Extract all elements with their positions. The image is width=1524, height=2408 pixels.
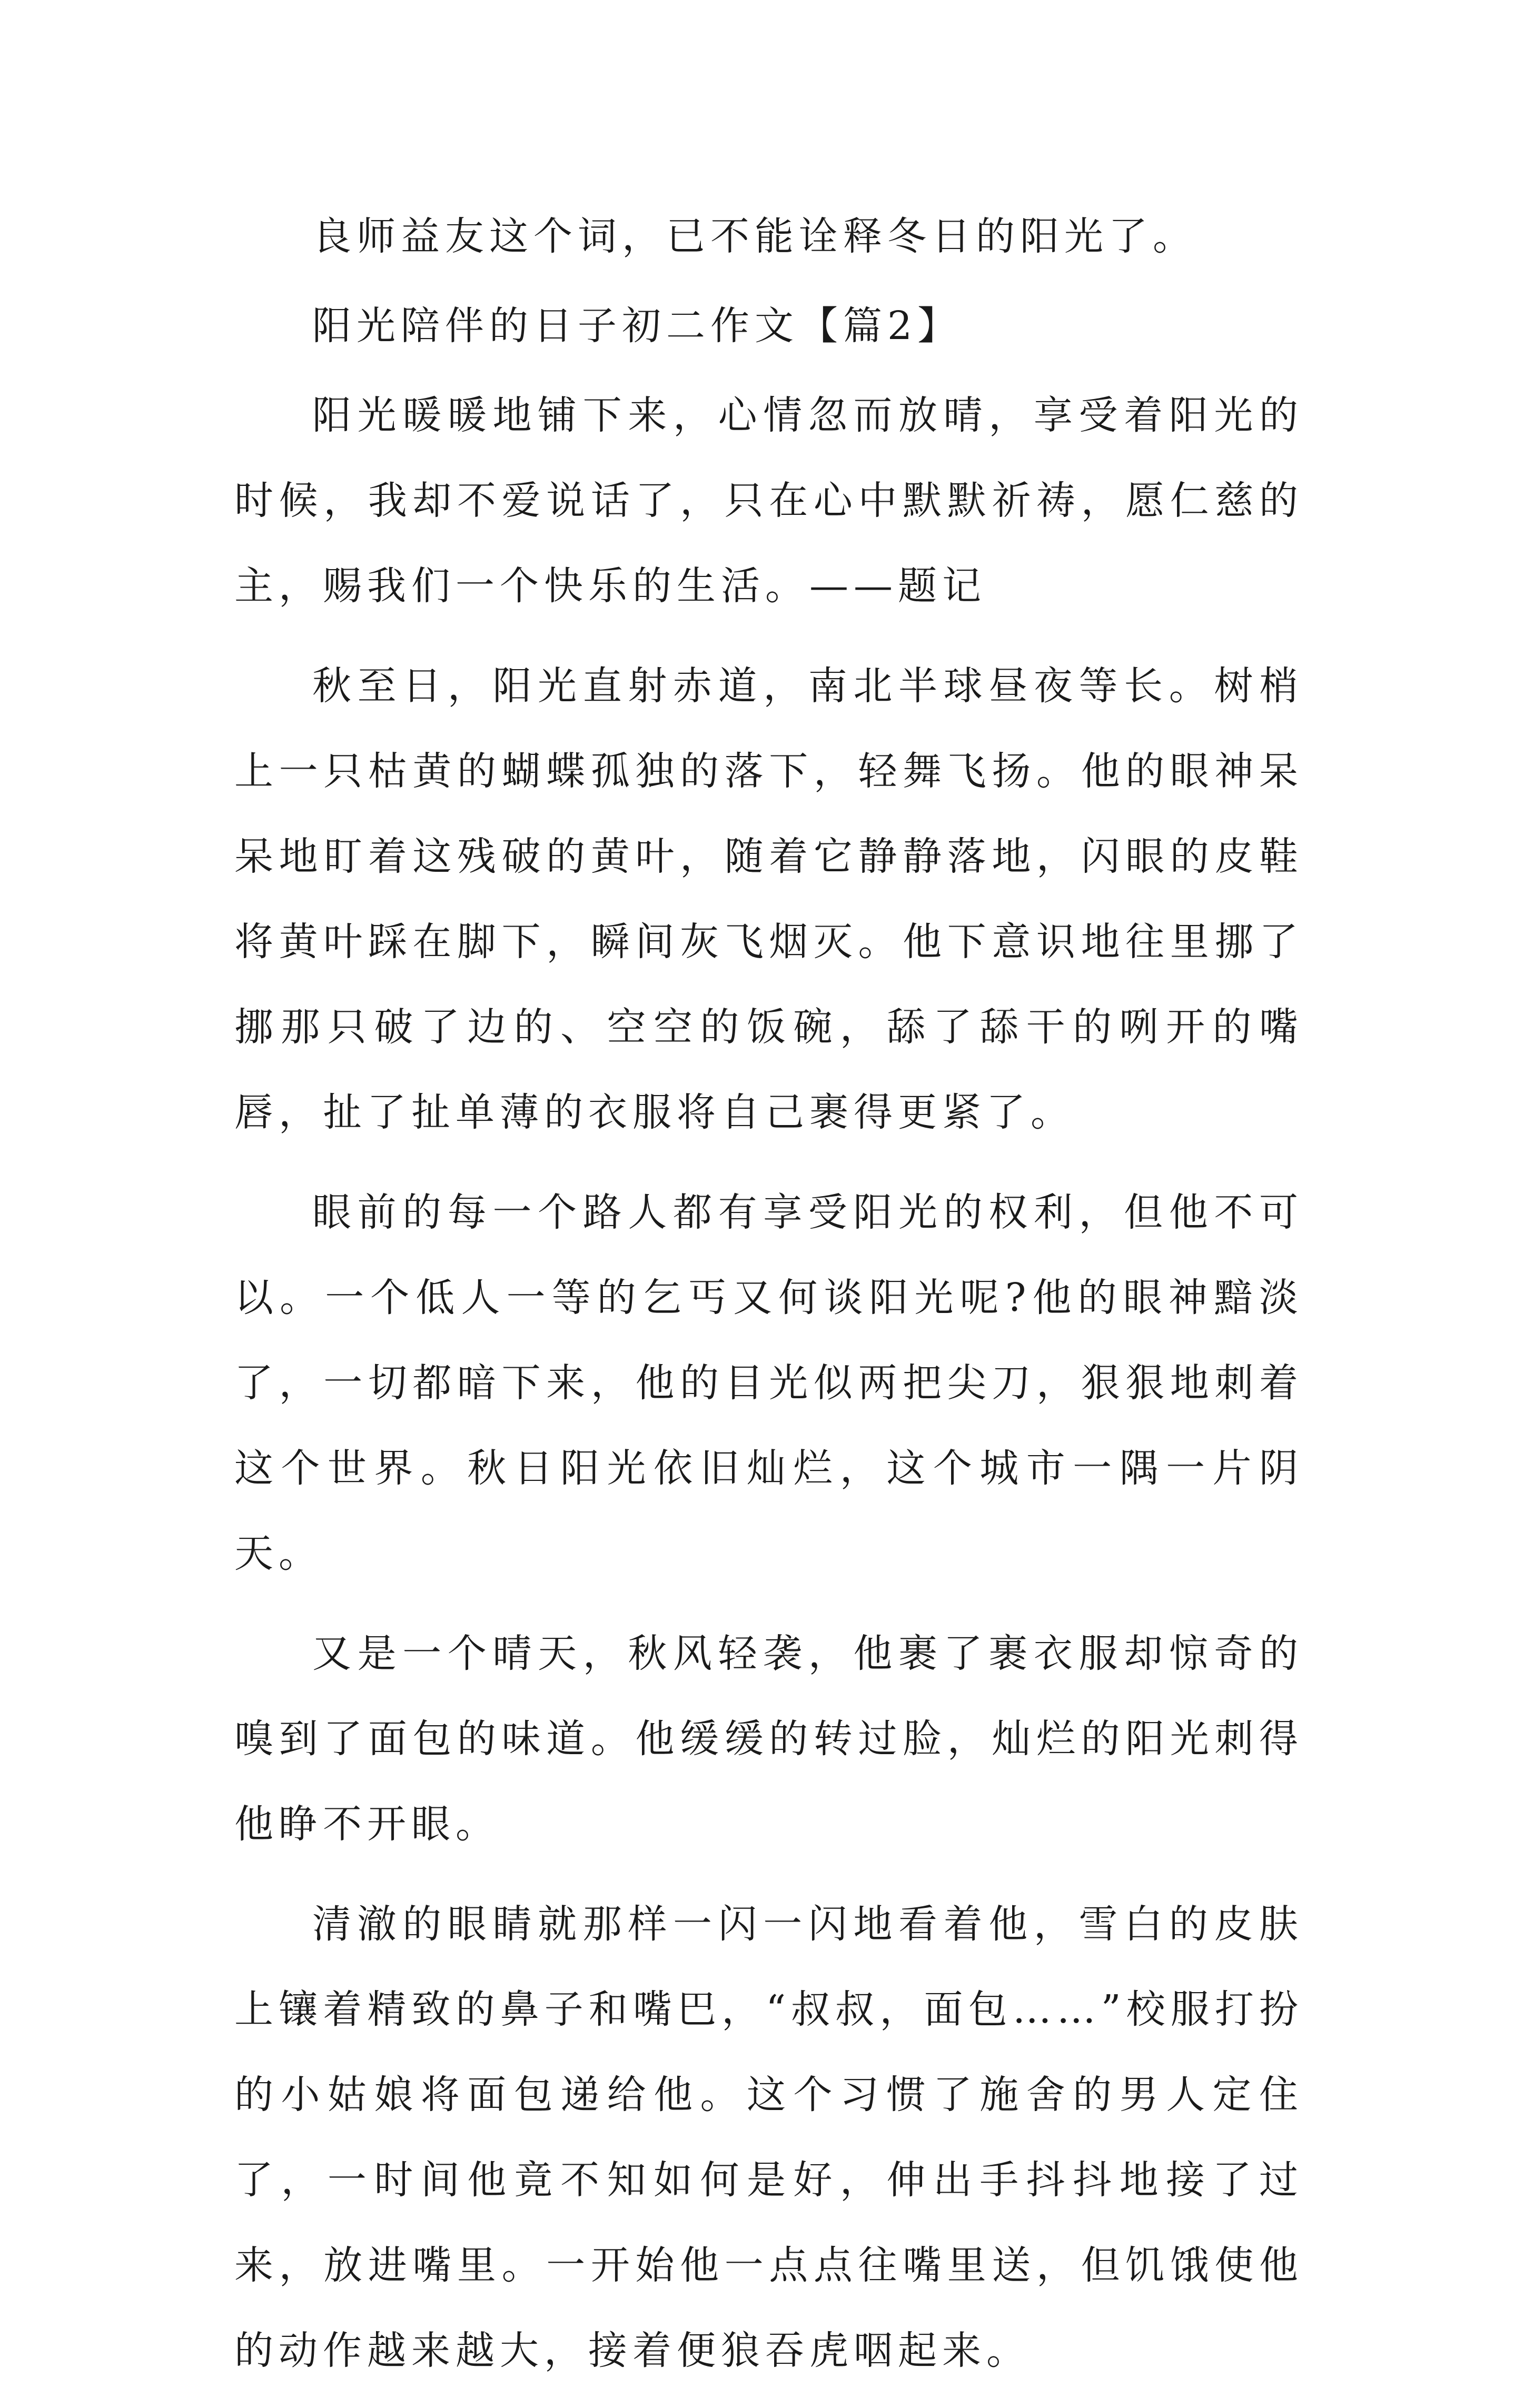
paragraph-epigraph: 阳光暖暖地铺下来，心情忽而放晴，享受着阳光的时候，我却不爱说话了，只在心中默默祈祷，愿仁慈的主，赐我们一个快乐的生活。——题记 — [234, 393, 1303, 609]
document-page — [234, 194, 1303, 2408]
paragraph-closing-line: 良师益友这个词，已不能诠释冬日的阳光了。 — [312, 214, 1197, 259]
paragraph-passersby: 眼前的每一个路人都有享受阳光的权利，但他不可以。一个低人一等的乞丐又何谈阳光呢?他的眼神黯淡了，一切都暗下来，他的目光似两把尖刀，狠狠地刺着这个世界。秋日阳光依旧灿烂，这个城市一隅一片阴天。 — [234, 1190, 1303, 1576]
section-heading: 阳光陪伴的日子初二作文【篇2】 — [312, 303, 962, 349]
paragraph-little-girl: 清澈的眼睛就那样一闪一闪地看着他，雪白的皮肤上镶着精致的鼻子和嘴巴，“叔叔，面包……”校服打扮的小姑娘将面包递给他。这个习惯了施舍的男人定住了，一时间他竟不知如何是好，伸出手抖抖地接了过来，放进嘴里。一开始他一点点往嘴里送，但饥饿使他的动作越来越大，接着便狼吞虎咽起来。 — [234, 1902, 1303, 2373]
paragraph-sunny-day: 又是一个晴天，秋风轻袭，他裹了裹衣服却惊奇的嗅到了面包的味道。他缓缓的转过脸，灿烂的阳光刺得他睁不开眼。 — [234, 1631, 1303, 1847]
paragraph-autumn-equinox: 秋至日，阳光直射赤道，南北半球昼夜等长。树梢上一只枯黄的蝴蝶孤独的落下，轻舞飞扬。他的眼神呆呆地盯着这残破的黄叶，随着它静静落地，闪眼的皮鞋将黄叶踩在脚下，瞬间灰飞烟灭。他下意识地往里挪了挪那只破了边的、空空的饭碗，舔了舔干的咧开的嘴唇，扯了扯单薄的衣服将自己裹得更紧了。 — [234, 663, 1303, 1135]
